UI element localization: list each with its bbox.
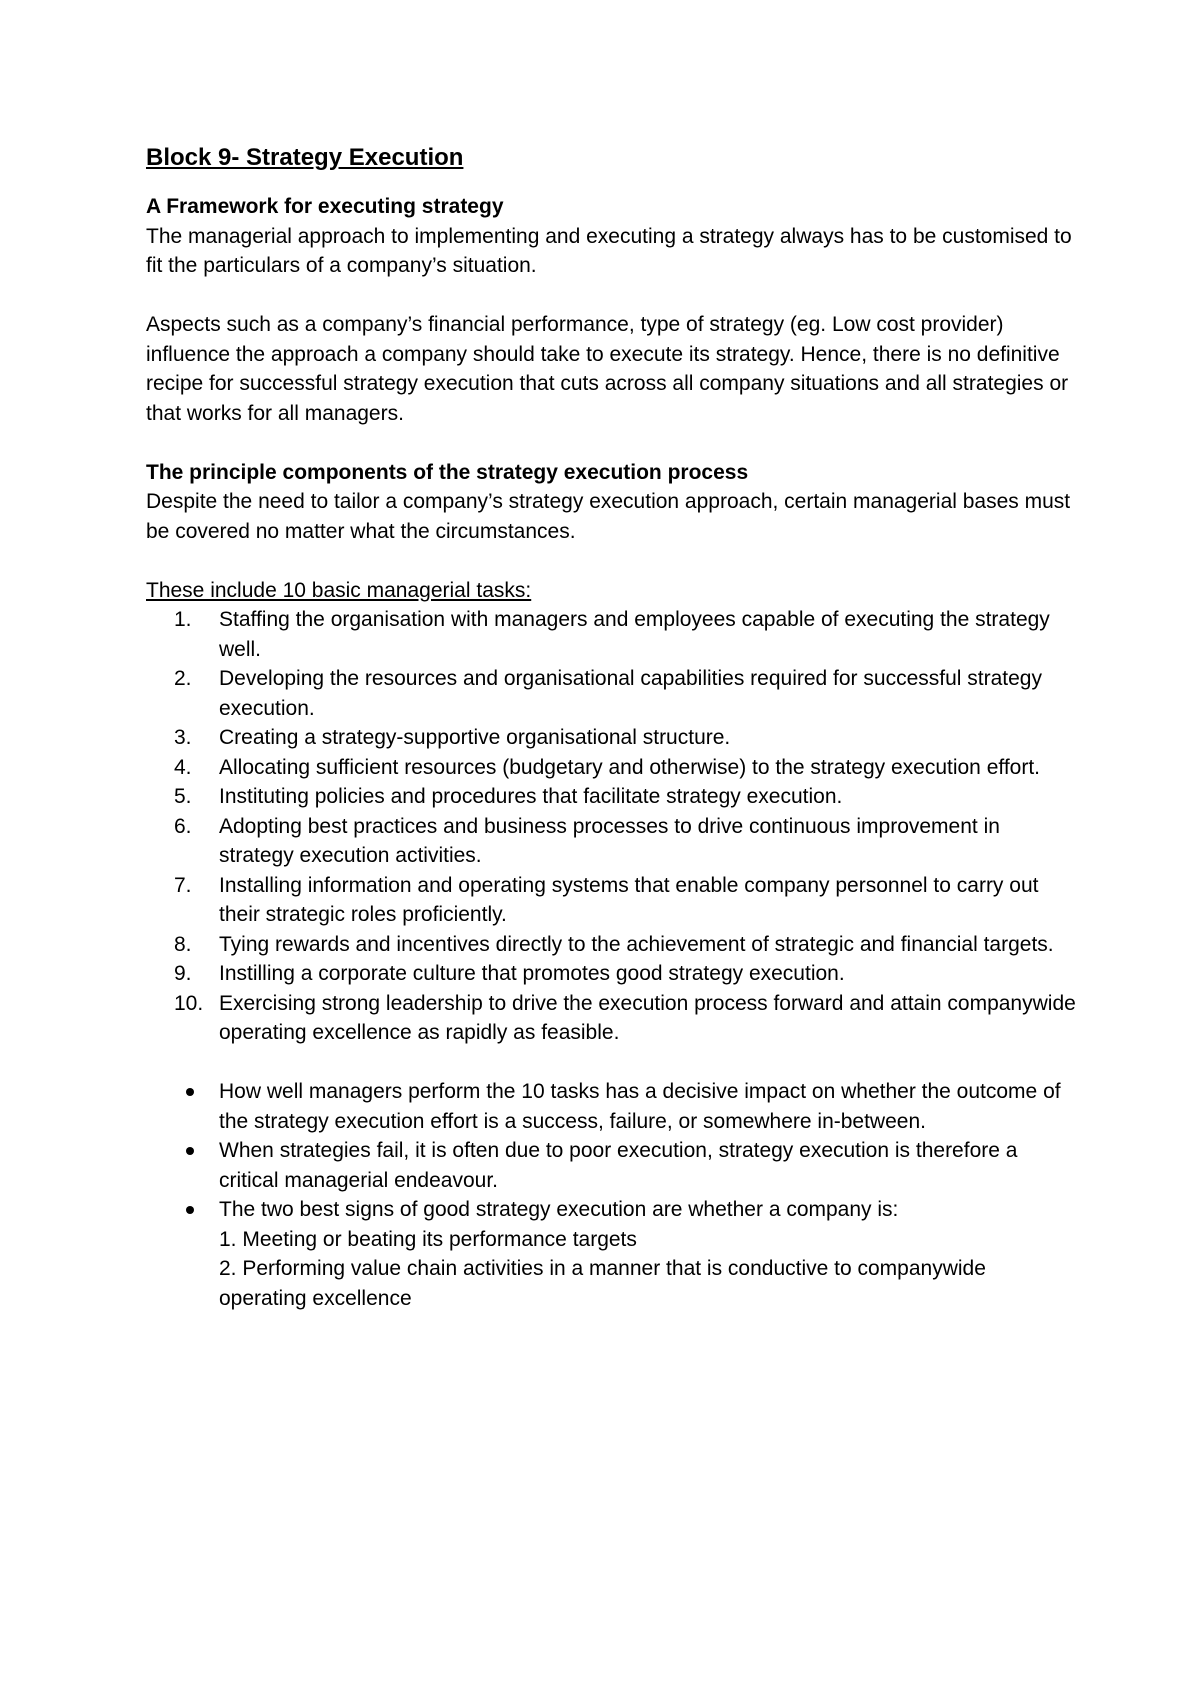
task-text: Staffing the organisation with managers and employees capable of executing the strategy well.	[219, 608, 1050, 661]
bullet-item	[146, 1195, 1076, 1313]
task-item	[146, 605, 1076, 664]
paragraph-components-1: Despite the need to tailor a company’s strategy execution approach, certain managerial bases must be covered no matter what the circumstances.	[146, 490, 1071, 543]
paragraph-framework-1: The managerial approach to implementing and executing a strategy always has to be customised to fit the particulars of a company’s situation.	[146, 224, 1072, 277]
task-number: 9.	[174, 962, 192, 985]
bullet-dot-icon	[186, 1206, 194, 1214]
task-item	[146, 812, 1076, 871]
bullet-item	[146, 1077, 1076, 1136]
bullet-list	[146, 1077, 1076, 1313]
task-text: Tying rewards and incentives directly to the achievement of strategic and financial targets.	[219, 932, 1054, 956]
sign-item: 2. Performing value chain activities in a manner that is conductive to companywide operating excellence	[219, 1257, 986, 1310]
section-heading-framework: A Framework for executing strategy	[146, 195, 504, 218]
tasks-intro: These include 10 basic managerial tasks:	[146, 578, 532, 602]
task-number: 3.	[174, 726, 192, 749]
task-item	[146, 930, 1076, 960]
section-heading-components: The principle components of the strategy execution process	[146, 460, 749, 484]
tasks-list	[146, 605, 1076, 1048]
task-item	[146, 782, 1076, 812]
task-item	[146, 723, 1076, 753]
task-text: Instilling a corporate culture that promotes good strategy execution.	[219, 962, 845, 985]
task-item	[146, 959, 1076, 989]
bullet-text: The two best signs of good strategy execution are whether a company is:	[219, 1198, 899, 1221]
bullet-dot-icon	[186, 1088, 194, 1096]
bullet-text: When strategies fail, it is often due to poor execution, strategy execution is therefore a critical managerial endeavour.	[219, 1139, 1018, 1192]
task-number: 6.	[174, 814, 192, 838]
bullet-item	[146, 1136, 1076, 1195]
task-item	[146, 989, 1076, 1048]
task-item	[146, 871, 1076, 930]
task-item	[146, 753, 1076, 783]
task-number: 2.	[174, 667, 192, 690]
bullet-dot-icon	[186, 1147, 194, 1155]
task-number: 7.	[174, 873, 192, 897]
page-title: Block 9- Strategy Execution	[146, 144, 464, 171]
task-text: Developing the resources and organisational capabilities required for successful strategy execution.	[219, 667, 1042, 720]
task-number: 4.	[174, 755, 192, 779]
sign-item: 1. Meeting or beating its performance targets	[219, 1227, 637, 1251]
paragraph-framework-2: Aspects such as a company’s financial performance, type of strategy (eg. Low cost provider) influence the approach a company should take to execute its strategy. Hence, there is no definitive recipe for successful strategy execution that cuts across all company situations and all strategies or that works for all managers.	[146, 313, 1069, 425]
task-text: Adopting best practices and business processes to drive continuous improvement in strategy execution activities.	[219, 814, 1000, 867]
task-number: 8.	[174, 932, 192, 956]
task-text: Installing information and operating systems that enable company personnel to carry out their strategic roles proficiently.	[219, 873, 1039, 926]
task-text: Allocating sufficient resources (budgetary and otherwise) to the strategy execution effort.	[219, 755, 1041, 779]
bullet-text: How well managers perform the 10 tasks has a decisive impact on whether the outcome of the strategy execution effort is a success, failure, or somewhere in-between.	[219, 1080, 1061, 1133]
task-number: 1.	[174, 608, 192, 631]
task-number: 10.	[174, 991, 204, 1015]
task-item	[146, 664, 1076, 723]
task-text: Instituting policies and procedures that facilitate strategy execution.	[219, 785, 843, 808]
task-text: Creating a strategy-supportive organisational structure.	[219, 726, 731, 749]
task-text: Exercising strong leadership to drive the execution process forward and attain companywide operating excellence as rapidly as feasible.	[219, 991, 1076, 1044]
task-number: 5.	[174, 785, 192, 808]
document-page	[146, 142, 1076, 1313]
